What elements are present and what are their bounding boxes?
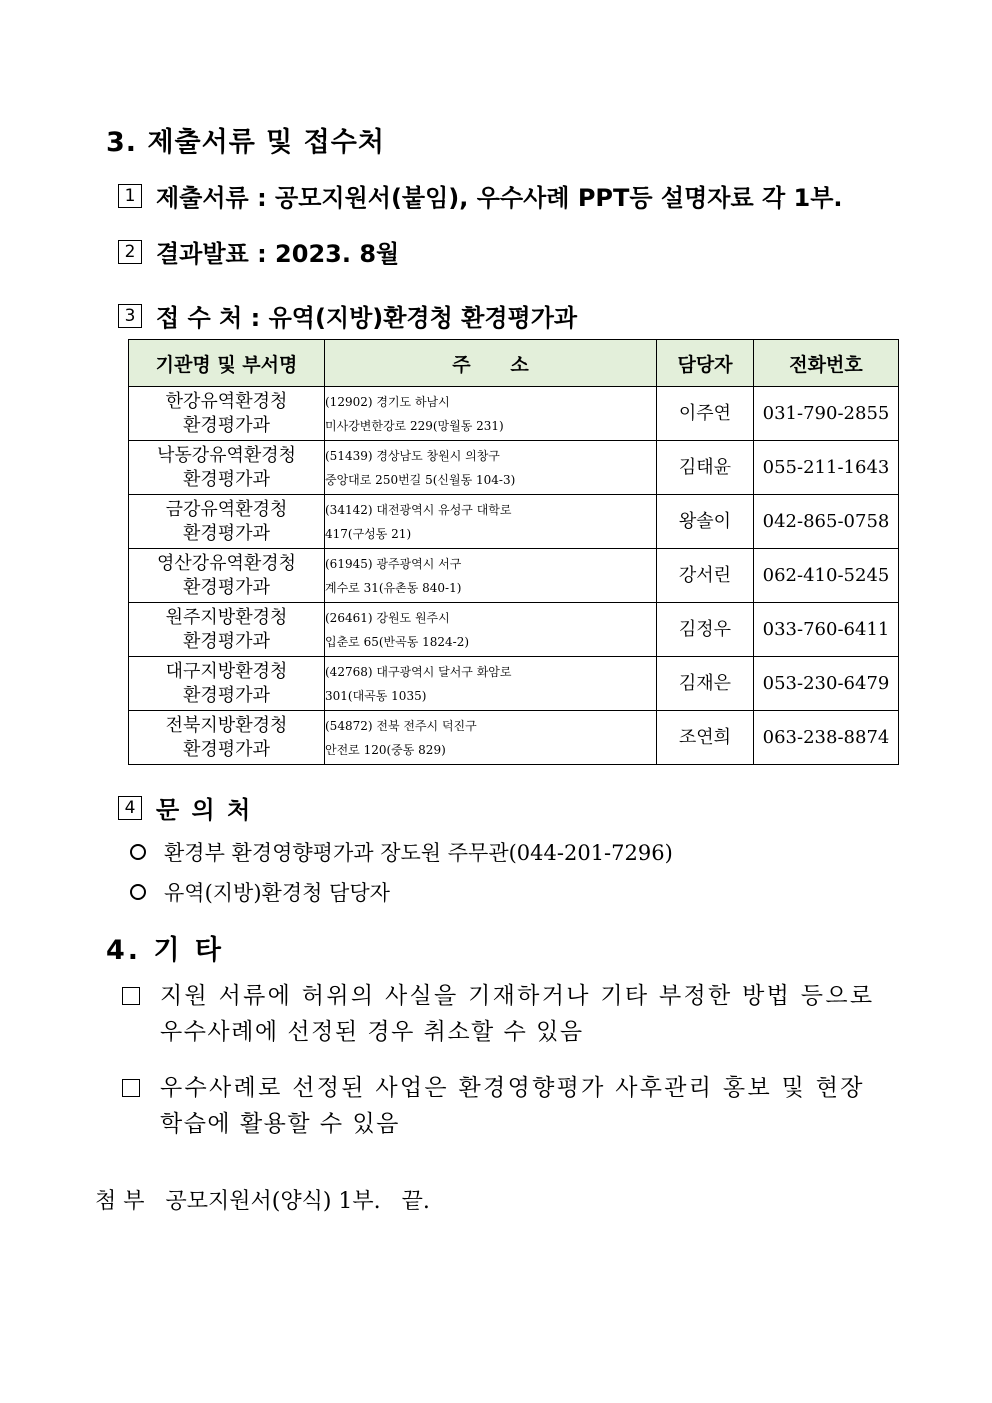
attachment-line: 첨 부 공모지원서(양식) 1부. 끝. <box>95 1189 430 1214</box>
section-4-title: 4. 기 타 <box>106 935 225 966</box>
para-line-1: 지원 서류에 허위의 사실을 기재하거나 기타 부정한 방법 등으로 <box>160 983 875 1009</box>
org-cell <box>129 711 325 765</box>
address-cell <box>325 387 657 441</box>
table-row <box>129 495 899 549</box>
address-line-1: (34142) 대전광역시 유성구 대학로 <box>325 502 512 517</box>
address-line-1: (12902) 경기도 하남시 <box>325 394 450 409</box>
person-cell: 조연희 <box>657 711 754 765</box>
address-line-1: (51439) 경상남도 창원시 의창구 <box>325 448 500 463</box>
person-cell: 왕솔이 <box>657 495 754 549</box>
address-cell <box>325 495 657 549</box>
header-phone: 전화번호 <box>754 340 899 387</box>
section-3-title: 3. 제출서류 및 접수처 <box>106 127 385 158</box>
org-name: 전북지방환경청 <box>165 714 288 736</box>
person-cell: 이주연 <box>657 387 754 441</box>
table-row <box>129 657 899 711</box>
item-text: 접 수 처 : 유역(지방)환경청 환경평가과 <box>156 304 578 332</box>
header-org: 기관명 및 부서명 <box>129 340 325 387</box>
org-name: 영산강유역환경청 <box>156 552 297 574</box>
person-cell: 김재은 <box>657 657 754 711</box>
org-cell <box>129 657 325 711</box>
address-line-2: 입춘로 65(반곡동 1824-2) <box>325 634 470 649</box>
inquiry-text: 환경부 환경영향평가과 장도원 주무관(044-201-7296) <box>164 841 673 865</box>
number-box-1: 1 <box>118 184 142 208</box>
address-line-2: 미사강변한강로 229(망월동 231) <box>325 418 504 433</box>
address-line-2: 417(구성동 21) <box>325 526 412 541</box>
circle-bullet-icon <box>130 844 146 860</box>
checkbox-square-icon <box>122 1079 140 1097</box>
phone-cell: 042-865-0758 <box>754 495 899 549</box>
dept-name: 환경평가과 <box>183 522 270 544</box>
address-line-2: 계수로 31(유촌동 840-1) <box>325 580 462 595</box>
para-line-2: 우수사례에 선정된 경우 취소할 수 있음 <box>160 1019 584 1045</box>
number-box-4: 4 <box>118 796 142 820</box>
org-cell <box>129 441 325 495</box>
inquiry-text: 유역(지방)환경청 담당자 <box>164 881 390 905</box>
other-paragraph-1 <box>122 978 898 1050</box>
item-submission-docs <box>118 178 843 213</box>
table-row <box>129 441 899 495</box>
address-cell <box>325 549 657 603</box>
phone-cell: 063-238-8874 <box>754 711 899 765</box>
address-line-2: 중앙대로 250번길 5(신월동 104-3) <box>325 472 516 487</box>
phone-cell: 053-230-6479 <box>754 657 899 711</box>
address-cell <box>325 603 657 657</box>
table-row <box>129 549 899 603</box>
person-cell: 강서린 <box>657 549 754 603</box>
phone-cell: 062-410-5245 <box>754 549 899 603</box>
para-line-1: 우수사례로 선정된 사업은 환경영향평가 사후관리 홍보 및 현장 <box>160 1075 865 1101</box>
org-name: 금강유역환경청 <box>165 498 288 520</box>
table-row <box>129 387 899 441</box>
item-result-announcement <box>118 234 399 269</box>
phone-cell: 033-760-6411 <box>754 603 899 657</box>
address-cell <box>325 657 657 711</box>
person-cell: 김태윤 <box>657 441 754 495</box>
inquiry-title: 문 의 처 <box>156 796 253 824</box>
item-inquiry <box>118 790 252 825</box>
org-cell <box>129 495 325 549</box>
item-text: 결과발표 : 2023. 8월 <box>156 240 400 268</box>
address-line-2: 301(대곡동 1035) <box>325 688 427 703</box>
dept-name: 환경평가과 <box>183 468 270 490</box>
org-cell <box>129 387 325 441</box>
address-line-1: (61945) 광주광역시 서구 <box>325 556 462 571</box>
address-cell <box>325 711 657 765</box>
institution-table <box>128 339 899 765</box>
address-line-1: (26461) 강원도 원주시 <box>325 610 450 625</box>
para-line-2: 학습에 활용할 수 있음 <box>160 1111 400 1137</box>
inquiry-line-ministry <box>130 837 673 867</box>
inquiry-line-regional <box>130 877 390 907</box>
dept-name: 환경평가과 <box>183 738 270 760</box>
address-line-1: (54872) 전북 전주시 덕진구 <box>325 718 477 733</box>
circle-bullet-icon <box>130 884 146 900</box>
org-name: 대구지방환경청 <box>165 660 288 682</box>
address-cell <box>325 441 657 495</box>
number-box-3: 3 <box>118 304 142 328</box>
header-person: 담당자 <box>657 340 754 387</box>
number-box-2: 2 <box>118 240 142 264</box>
other-paragraph-2 <box>122 1070 898 1142</box>
item-text: 제출서류 : 공모지원서(붙임), 우수사례 PPT등 설명자료 각 1부. <box>156 184 843 212</box>
address-line-1: (42768) 대구광역시 달서구 화암로 <box>325 664 512 679</box>
phone-cell: 031-790-2855 <box>754 387 899 441</box>
org-name: 낙동강유역환경청 <box>156 444 297 466</box>
phone-cell: 055-211-1643 <box>754 441 899 495</box>
address-line-2: 안전로 120(중동 829) <box>325 742 446 757</box>
dept-name: 환경평가과 <box>183 414 270 436</box>
person-cell: 김정우 <box>657 603 754 657</box>
item-reception <box>118 298 577 333</box>
checkbox-square-icon <box>122 987 140 1005</box>
org-cell <box>129 603 325 657</box>
org-cell <box>129 549 325 603</box>
header-address: 주 소 <box>325 340 657 387</box>
table-row <box>129 603 899 657</box>
table-header-row <box>129 340 899 387</box>
dept-name: 환경평가과 <box>183 576 270 598</box>
org-name: 원주지방환경청 <box>165 606 288 628</box>
dept-name: 환경평가과 <box>183 684 270 706</box>
dept-name: 환경평가과 <box>183 630 270 652</box>
org-name: 한강유역환경청 <box>165 390 288 412</box>
table-row <box>129 711 899 765</box>
